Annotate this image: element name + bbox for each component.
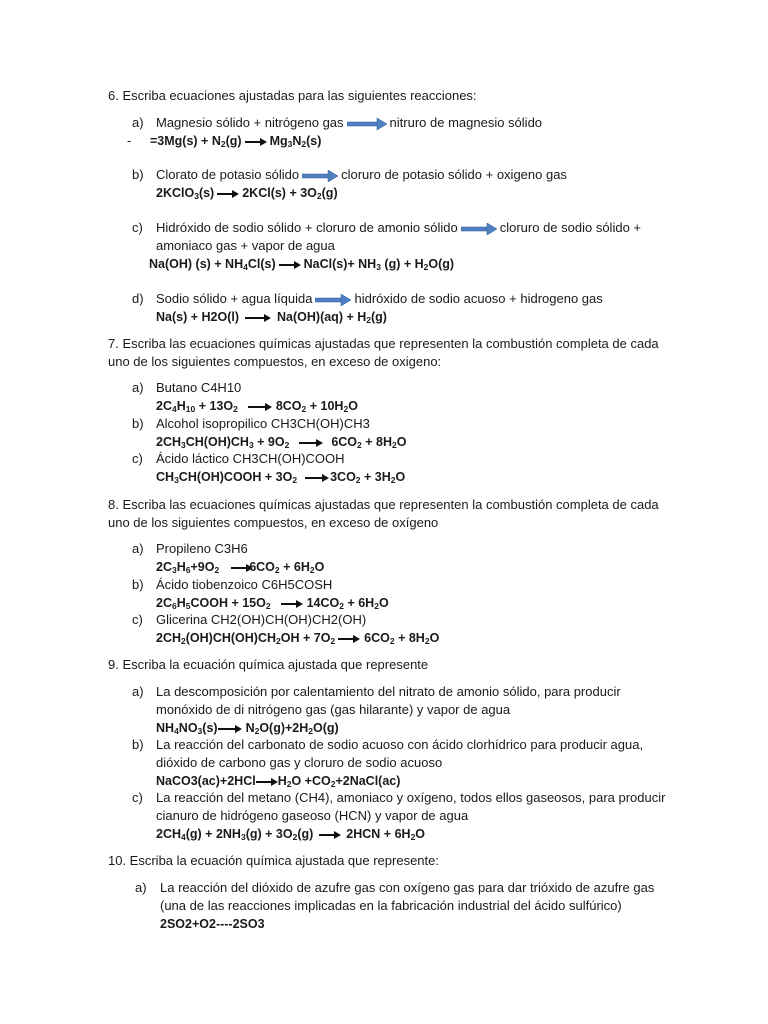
q7b-equation: $2CH_3CH(OH)CH_3 + 9O_2$ $6CO_2 + 8H_2O$: [156, 435, 407, 450]
reaction-arrow-icon: [338, 634, 360, 644]
blue-arrow-icon: [315, 294, 351, 306]
q6-heading: 6. Escriba ecuaciones ajustadas para las siguientes reacciones:: [108, 88, 477, 103]
q6c-label: c): [132, 220, 143, 235]
q9c-text-line1: La reacción del metano (CH4), amoniaco y oxígeno, todos ellos gaseosos, para producir: [156, 790, 666, 805]
q8a-label: a): [132, 541, 144, 556]
q7a-name: Butano C4H10: [156, 380, 242, 395]
q6c-equation: Na(OH) $(s) + NH_4Cl(s)$ NaCl(s)+ $NH_3$ $(g) + H_2O(g)$: [149, 257, 455, 272]
q10a-text-line1: La reacción del dióxido de azufre gas con oxígeno gas para dar trióxido de azufre gas: [160, 880, 655, 895]
q9c-label: c): [132, 790, 143, 805]
q9a-text-line1: La descomposición por calentamiento del nitrato de amonio sólido, para producir: [156, 684, 621, 699]
q6d-equation: Na(s) + H2O(l) $Na(OH)(aq) + H_2(g)$: [156, 310, 387, 325]
blue-arrow-icon: [302, 170, 338, 182]
q7-heading-line1: 7. Escriba las ecuaciones químicas ajustadas que representen la combustión completa de cada: [108, 336, 659, 351]
q6a-text: Magnesio sólido + nitrógeno gas nitruro de magnesio sólido: [156, 115, 543, 130]
q9a-label: a): [132, 684, 144, 699]
q6c-text-line2: amoniaco gas + vapor de agua: [156, 238, 335, 253]
q9c-text-line2: cianuro de hidrógeno gaseoso (HCN) y vapor de agua: [156, 808, 469, 823]
blue-arrow-icon: [347, 118, 387, 130]
q7-heading-line2: uno de los siguientes compuestos, en exceso de oxigeno:: [108, 354, 442, 369]
blue-arrow-icon: [461, 223, 497, 235]
reaction-arrow-icon: [256, 777, 278, 787]
q7b-name: Alcohol isopropilico CH3CH(OH)CH3: [156, 416, 370, 431]
q8-heading-line2: uno de los siguientes compuestos, en exceso de oxígeno: [108, 515, 439, 530]
q6d-label: d): [132, 291, 144, 306]
q9a-text-line2: monóxido de di nitrógeno gas (gas hilarante) y vapor de agua: [156, 702, 511, 717]
q7c-label: c): [132, 451, 143, 466]
reaction-arrow-icon: [281, 599, 303, 609]
q6a-equation: $=3Mg(s) + N_2(g)$ $Mg_3N_2(s)$: [150, 134, 322, 149]
q7c-name: Ácido láctico CH3CH(OH)COOH: [156, 451, 345, 466]
q7c-equation: $CH_3CH(OH)COOH + 3O_2$ $3CO_2 + 3H_2O$: [156, 470, 406, 485]
q6d-text: Sodio sólido + agua líquida hidróxido de sodio acuoso + hidrogeno gas: [156, 291, 603, 306]
q6b-label: b): [132, 167, 144, 182]
q9a-equation: $NH_4NO_3(s)$ $N_2O(g)+2H_2O(g)$: [156, 721, 339, 736]
q8b-label: b): [132, 577, 144, 592]
reaction-arrow-icon: [305, 473, 329, 483]
q8-heading-line1: 8. Escriba las ecuaciones químicas ajustadas que representen la combustión completa de cada: [108, 497, 659, 512]
q8b-equation: $2C_6H_5COOH + 15O_2$ $14CO_2 + 6H_2O$: [156, 596, 389, 611]
q6b-text: Clorato de potasio sólido cloruro de potasio sólido + oxigeno gas: [156, 167, 567, 182]
reaction-arrow-icon: [299, 438, 323, 448]
reaction-arrow-icon: [248, 402, 272, 412]
q7a-equation: $2C_4H_{10} + 13O_2$ $8CO_2 + 10H_2O$: [156, 399, 358, 414]
q6b-equation: 2KClO$_3$(s) $2KCl(s) + 3O_2(g)$: [156, 186, 338, 201]
q9b-text-line1: La reacción del carbonato de sodio acuoso con ácido clorhídrico para producir agua,: [156, 737, 644, 752]
q8c-label: c): [132, 612, 143, 627]
q8c-name: Glicerina CH2(OH)CH(OH)CH2(OH): [156, 612, 367, 627]
q10a-equation: 2SO2+O2----2SO3: [160, 917, 265, 931]
reaction-arrow-icon: [279, 260, 301, 270]
q6a-dash: -: [127, 133, 132, 148]
q6c-text: Hidróxido de sodio sólido + cloruro de amonio sólido cloruro de sodio sólido +: [156, 220, 641, 235]
q8b-name: Ácido tiobenzoico C6H5COSH: [156, 577, 333, 592]
q7a-label: a): [132, 380, 144, 395]
q6a-label: a): [132, 115, 144, 130]
reaction-arrow-icon: [245, 313, 271, 323]
reaction-arrow-icon: [217, 189, 239, 199]
q9c-equation: $2CH_4(g) + 2NH_3(g) + 3O_2(g) 2HCN + 6H_2O$: [156, 827, 426, 842]
q8c-equation: $2CH_2(OH)CH(OH)CH_2OH + 7O_2$ $6CO_2 + 8H_2O$: [156, 631, 440, 646]
reaction-arrow-icon: [319, 830, 341, 840]
q10a-text-line2: (una de las reacciones implicadas en la fabricación industrial del ácido sulfúrico): [160, 898, 622, 913]
q8a-name: Propileno C3H6: [156, 541, 248, 556]
q10-heading: 10. Escriba la ecuación química ajustada que represente:: [108, 853, 439, 868]
q9b-equation: NaCO3(ac)+2HCl $H_2O$ $+CO_2+2NaCl(ac)$: [156, 774, 401, 789]
q9-heading: 9. Escriba la ecuación química ajustada que represente: [108, 657, 429, 672]
q9b-label: b): [132, 737, 144, 752]
reaction-arrow-icon: [245, 137, 267, 147]
q10a-label: a): [135, 880, 147, 895]
reaction-arrow-icon: [218, 724, 242, 734]
q8a-equation: $2C_3H_6+9O_2$ $6CO_2 + 6H_2O$: [156, 560, 325, 575]
q9b-text-line2: dióxido de carbono gas y cloruro de sodio acuoso: [156, 755, 443, 770]
q7b-label: b): [132, 416, 144, 431]
